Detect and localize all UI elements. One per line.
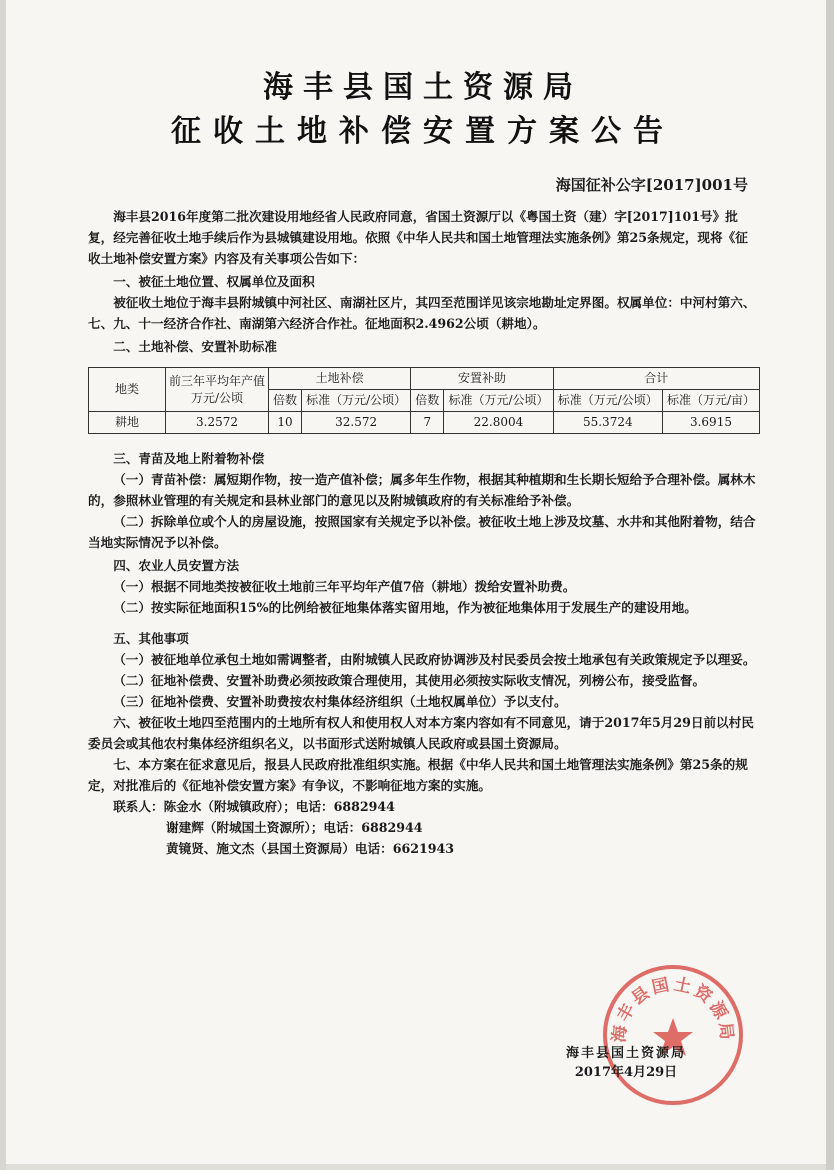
document-number: 海国征补公字[2017]001号	[555, 176, 748, 194]
section-4-p1: （一）根据不同地类按被征收土地前三年平均年产值7倍（耕地）拨给安置补助费。	[113, 579, 576, 594]
cell-output: 3.2572	[166, 412, 269, 434]
th-land-times: 倍数	[269, 390, 302, 412]
cell-total-ha: 55.3724	[553, 412, 662, 434]
cell-land-std: 32.572	[302, 412, 411, 434]
cell-total-mu: 3.6915	[662, 412, 759, 434]
th-total-mu: 标准（万元/亩）	[662, 390, 759, 412]
cell-res-std: 22.8004	[444, 412, 553, 434]
sign-date: 2017年4月29日	[574, 1065, 678, 1080]
title-line-1: 海丰县国土资源局	[263, 70, 583, 105]
th-res-times: 倍数	[411, 390, 444, 412]
section-1-title: 一、被征土地位置、权属单位及面积	[113, 274, 315, 289]
section-5-p1: （一）被征地单位承包土地如需调整者，由附城镇人民政府协调涉及村民委员会按土地承包有关政策规定予以理妥。	[113, 652, 756, 667]
section-4-title: 四、农业人员安置方法	[113, 558, 240, 573]
contact-3: 黄镜贤、施文杰（县国土资源局）电话：6621943	[166, 841, 455, 856]
contacts	[88, 796, 760, 859]
contact-2: 谢建辉（附城国土资源所）；电话：6882944	[166, 820, 423, 835]
th-res-std: 标准（万元/公顷）	[444, 390, 553, 412]
section-5-p2: （二）征地补偿费、安置补助费必须按政策合理使用，其使用必须按实际收支情况，列榜公布，接受监督。	[113, 673, 706, 688]
seal-text: 海丰县国土资源局	[609, 974, 737, 1044]
th-total-ha: 标准（万元/公顷）	[553, 390, 662, 412]
th-land-type: 地类	[89, 368, 166, 412]
section-2-title: 二、土地补偿、安置补助标准	[113, 339, 277, 354]
section-7-text: 七、本方案在征求意见后，报县人民政府批准组织实施。根据《中华人民共和国土地管理法实施条例》第25条的规定，对批准后的《征地补偿安置方案》有争议，不影响征地方案的实施。	[88, 757, 748, 793]
section-3-title: 三、青苗及地上附着物补偿	[113, 451, 265, 466]
th-land-std: 标准（万元/公顷）	[302, 390, 411, 412]
cell-type: 耕地	[89, 412, 166, 434]
section-4-p2: （二）按实际征地面积15%的比例给被征地集体落实留用地，作为被征地集体用于发展生产的建设用地。	[113, 600, 697, 615]
contact-1: 联系人：陈金水（附城镇政府）；电话：6882944	[113, 799, 395, 814]
th-avg-output: 前三年平均年产值万元/公顷	[166, 368, 269, 412]
sign-org: 海丰县国土资源局	[566, 1046, 687, 1061]
cell-res-times: 7	[411, 412, 444, 434]
compensation-table	[88, 367, 760, 434]
section-5-title: 五、其他事项	[113, 631, 189, 646]
table-row	[89, 412, 760, 434]
official-seal	[598, 960, 748, 1110]
scan-edge	[6, 1164, 826, 1170]
document-body	[88, 206, 760, 859]
section-6-text: 六、被征收土地四至范围内的土地所有权人和使用权人对本方案内容如有不同意见，请于2017年5月29日前以村民委员会或其他农村集体经济组织名义，以书面形式送附城镇人民政府或县国土资源局。	[88, 715, 754, 751]
section-3-p2: （二）拆除单位或个人的房屋设施，按照国家有关规定予以补偿。被征收土地上涉及坟墓、水井和其他附着物，结合当地实际情况予以补偿。	[88, 514, 756, 550]
section-5-p3: （三）征地补偿费、安置补助费按农村集体经济组织（土地权属单位）予以支付。	[113, 694, 567, 709]
th-resettlement: 安置补助	[411, 368, 553, 390]
title-line-2: 征收土地补偿安置方案公告	[171, 114, 675, 149]
section-1-text: 被征收土地位于海丰县附城镇中河社区、南湖社区片，其四至范围详见该宗地勘址定界图。权属单位：中河村第六、七、九、十一经济合作社、南湖第六经济合作社。征地面积2.4962公顷（耕地）。	[88, 295, 756, 331]
cell-land-times: 10	[269, 412, 302, 434]
th-land-compensation: 土地补偿	[269, 368, 411, 390]
signature-block	[566, 1044, 686, 1082]
section-3-p1: （一）青苗补偿：属短期作物，按一造产值补偿；属多年生作物，根据其种植期和生长期长短给予合理补偿。属林木的，参照林业管理的有关规定和县林业部门的意见以及附城镇政府的有关标准给予补偿。	[88, 472, 756, 508]
intro-paragraph: 海丰县2016年度第二批次建设用地经省人民政府同意，省国土资源厅以《粤国土资（建）字[2017]101号》批复，经完善征收土地手续后作为县城镇建设用地。依照《中华人民共和国土地管理法实施条例》第25条规定，现将《征收土地补偿安置方案》内容及有关事项公告如下：	[88, 209, 748, 266]
th-total: 合计	[553, 368, 759, 390]
